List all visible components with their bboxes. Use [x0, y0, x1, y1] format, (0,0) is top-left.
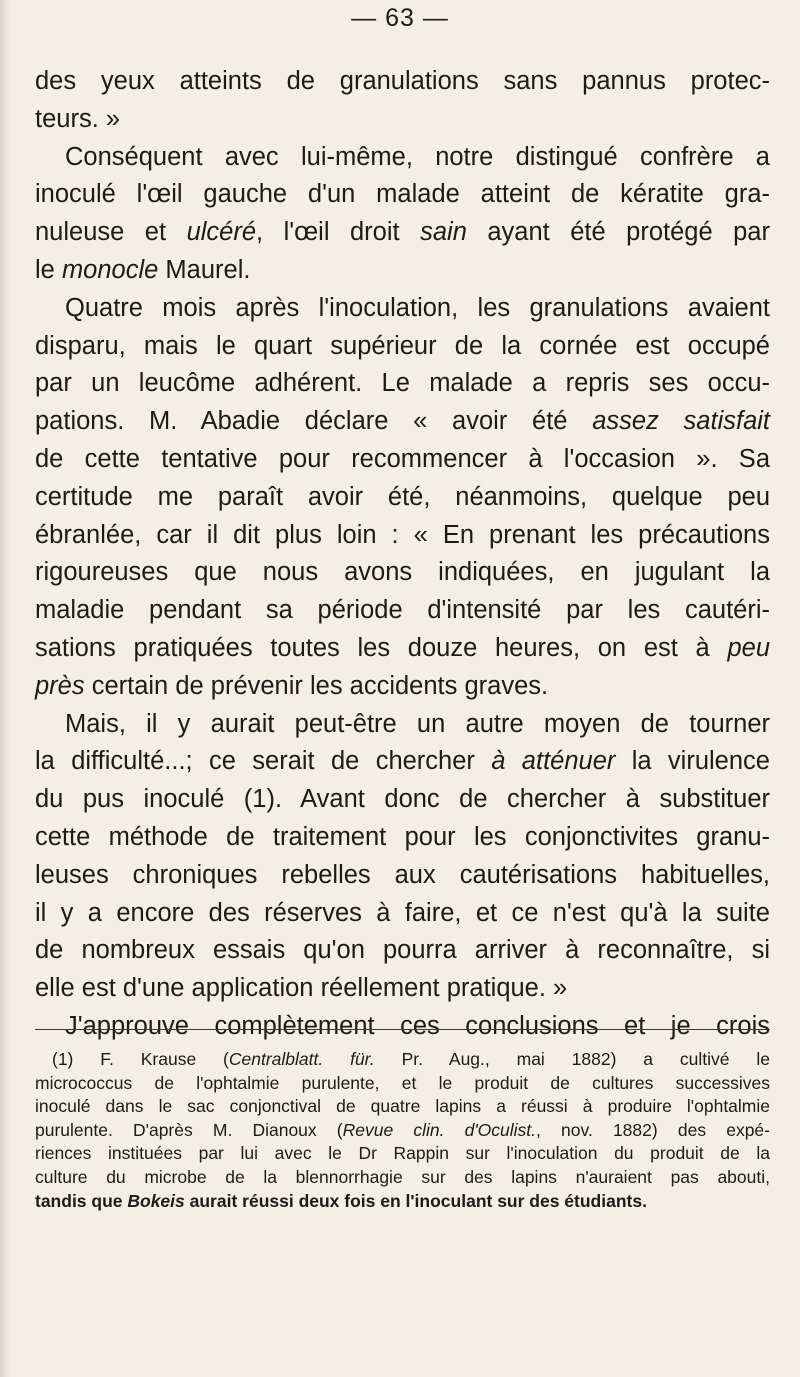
text-line: [35, 63, 770, 101]
body-text: [35, 63, 770, 1046]
text-segment: purulente. D'après M. Dianoux (: [35, 1119, 343, 1140]
text-segment: de cette tentative pour recommencer à l'occasion ». Sa: [35, 444, 770, 473]
text-segment: inoculé dans le sac conjonctival de quatre lapins a réussi à produire l'ophtalmie: [35, 1096, 770, 1117]
text-line: [35, 668, 770, 706]
text-segment: , nov. 1882) des expé-: [536, 1119, 770, 1140]
text-segment: teurs. »: [35, 104, 121, 133]
text-segment: Pr. Aug., mai 1882) a cultivé le: [374, 1049, 770, 1069]
italic-text: à atténuer: [491, 747, 616, 776]
italic-text: Centralblatt. für.: [228, 1049, 375, 1069]
text-segment: sations pratiquées toutes les douze heures, on est à: [35, 633, 728, 662]
text-line: [35, 932, 770, 970]
italic-text: près: [35, 671, 85, 700]
text-segment: culture du microbe de la blennorrhagie sur des lapins n'auraient pas abouti,: [35, 1166, 770, 1187]
footnote-line: [35, 1142, 770, 1166]
text-line: [35, 441, 770, 479]
text-segment: la virulence: [615, 747, 770, 776]
text-segment: leuses chroniques rebelles aux cautérisations habituelles,: [35, 860, 770, 889]
text-line: [35, 895, 770, 933]
text-line: [35, 857, 770, 895]
text-segment: certain de prévenir les accidents graves.: [84, 671, 549, 700]
text-segment: inoculé l'œil gauche d'un malade atteint de kératite gra-: [35, 180, 770, 209]
italic-text: monocle: [61, 255, 159, 284]
italic-text: assez satisfait: [592, 407, 771, 436]
text-line: [35, 328, 770, 366]
footnote-rule: [35, 1029, 770, 1030]
text-segment: par un leucôme adhérent. Le malade a repris ses occu-: [35, 369, 770, 398]
text-segment: la difficulté...; ce serait de chercher: [35, 747, 492, 776]
text-line: [35, 743, 770, 781]
text-line: [35, 479, 770, 517]
footnote-line: [35, 1119, 770, 1143]
text-segment: Conséquent avec lui-même, notre distingué confrère a: [65, 142, 770, 171]
text-segment: nuleuse et: [35, 218, 187, 247]
text-segment: rigoureuses que nous avons indiquées, en jugulant la: [35, 558, 770, 587]
text-segment: disparu, mais le quart supérieur de la cornée est occupé: [35, 331, 770, 360]
text-line: [35, 403, 770, 441]
text-segment: ayant été protégé par: [466, 218, 770, 247]
footnote-line: [35, 1072, 770, 1096]
text-line: [35, 214, 770, 252]
page-number: — 63 —: [351, 4, 449, 32]
text-line: [35, 252, 770, 290]
text-line: [35, 819, 770, 857]
footnote-line: [35, 1095, 770, 1119]
text-segment: Mais, il y aurait peut-être un autre moyen de tourner: [65, 709, 770, 738]
text-segment: Maurel.: [158, 255, 251, 284]
text-segment: , l'œil droit: [256, 218, 421, 247]
text-segment: des yeux atteints de granulations sans pannus protec-: [35, 67, 770, 95]
text-line: [35, 517, 770, 555]
footnote-line: [35, 1166, 770, 1190]
text-segment: cette méthode de traitement pour les conjonctivites granu-: [35, 822, 770, 851]
italic-text: ulcéré: [186, 218, 257, 247]
footnote-line: [35, 1048, 770, 1072]
text-segment: certitude me paraît avoir été, néanmoins, quelque peu: [35, 482, 770, 511]
text-segment: ébranlée, car il dit plus loin : « En prenant les précautions: [35, 520, 770, 549]
text-segment: aurait réussi deux fois en l'inoculant sur des étudiants.: [184, 1190, 647, 1211]
text-segment: de nombreux essais qu'on pourra arriver à reconnaître, si: [35, 936, 770, 965]
text-segment: micrococcus de l'ophtalmie purulente, et le produit de cultures successives: [35, 1072, 770, 1093]
text-line: [35, 290, 770, 328]
text-segment: riences instituées par lui avec le Dr Rappin sur l'inoculation du produit de la: [35, 1143, 770, 1164]
text-line: [35, 706, 770, 744]
text-segment: il y a encore des réserves à faire, et ce n'est qu'à la suite: [35, 898, 770, 927]
text-line: [35, 781, 770, 819]
text-segment: le: [35, 255, 62, 284]
footnote-line: [35, 1190, 770, 1214]
text-line: [35, 1008, 770, 1046]
text-segment: maladie pendant sa période d'intensité par les cautéri-: [35, 596, 770, 625]
italic-text: Bokeis: [127, 1190, 185, 1211]
text-line: [35, 139, 770, 177]
text-line: [35, 101, 770, 139]
text-segment: elle est d'une application réellement pratique. »: [35, 974, 568, 1003]
text-segment: (1) F. Krause (: [52, 1049, 229, 1069]
text-segment: J'approuve complètement ces conclusions et je crois: [65, 1011, 770, 1040]
italic-text: Revue clin. d'Oculist.: [342, 1119, 537, 1140]
text-line: [35, 630, 770, 668]
text-line: [35, 176, 770, 214]
text-line: [35, 554, 770, 592]
text-segment: Quatre mois après l'inoculation, les granulations avaient: [65, 293, 770, 322]
text-line: [35, 592, 770, 630]
text-segment: pations. M. Abadie déclare « avoir été: [35, 407, 593, 436]
text-line: [35, 365, 770, 403]
italic-text: peu: [727, 633, 770, 662]
footnote: [35, 1048, 770, 1213]
italic-text: sain: [420, 218, 467, 247]
text-segment: tandis que: [35, 1190, 128, 1211]
text-line: [35, 970, 770, 1008]
text-segment: du pus inoculé (1). Avant donc de chercher à substituer: [35, 785, 770, 814]
